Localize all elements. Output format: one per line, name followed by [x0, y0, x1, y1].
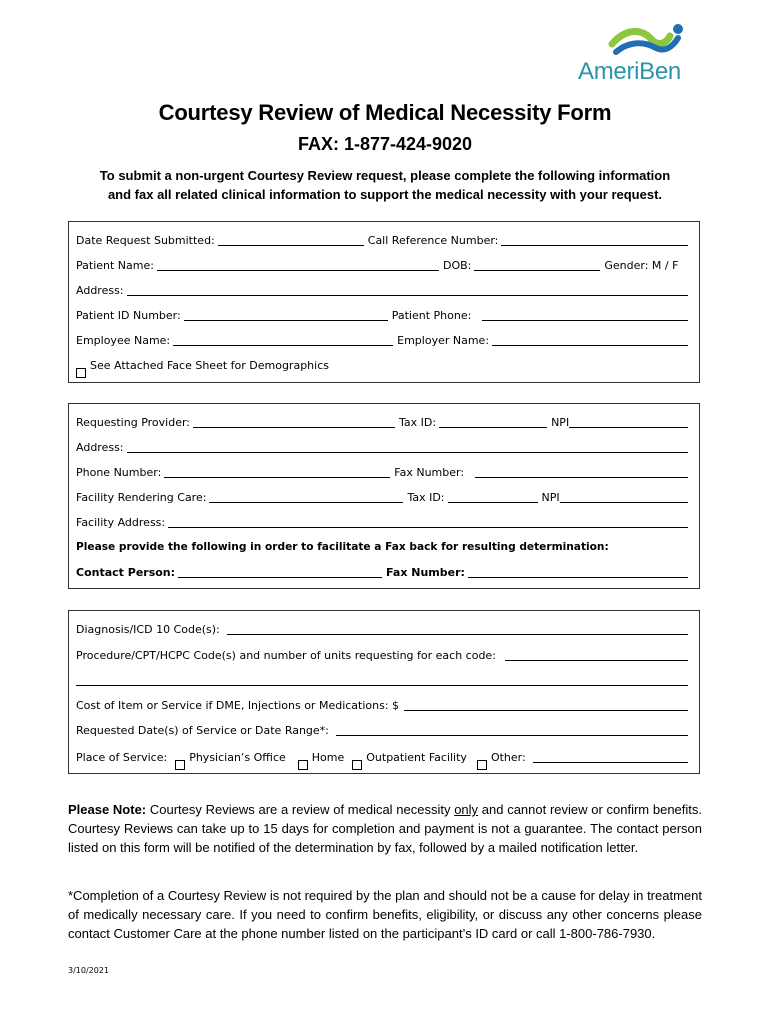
facility-address-label: Facility Address:	[76, 516, 166, 529]
patient-id-number-field[interactable]	[184, 320, 388, 321]
patient-name-label: Patient Name:	[76, 259, 154, 272]
address-label: Address:	[76, 284, 124, 297]
fax-back-note: Please provide the following in order to facilitate a Fax back for resulting determination:	[76, 541, 609, 553]
facility-tax-id-label: Tax ID:	[407, 491, 445, 504]
row-procedure-continued	[76, 668, 692, 693]
phone-number-field[interactable]	[164, 477, 390, 478]
row-cost	[76, 693, 692, 718]
employer-name-field[interactable]	[492, 345, 688, 346]
row-provider-address	[76, 435, 692, 460]
row-face-sheet	[76, 353, 692, 378]
face-sheet-label: See Attached Face Sheet for Demographics	[90, 359, 329, 372]
patient-id-number-label: Patient ID Number:	[76, 309, 181, 322]
intro-instructions	[60, 166, 710, 204]
row-place-of-service	[76, 743, 692, 770]
procedure-label: Procedure/CPT/HCPC Code(s) and number of units requesting for each code:	[76, 648, 496, 662]
gender-label[interactable]: Gender: M / F	[604, 259, 679, 272]
outpatient-facility-checkbox[interactable]	[352, 760, 362, 770]
employee-name-field[interactable]	[173, 345, 393, 346]
dob-label: DOB:	[442, 259, 472, 272]
patient-phone-field[interactable]	[482, 320, 688, 321]
requesting-provider-field[interactable]	[193, 427, 395, 428]
npi-label: NPI	[551, 416, 570, 429]
physician-office-checkbox[interactable]	[175, 760, 185, 770]
note-only-underlined: only	[454, 802, 479, 817]
row-requesting-provider	[76, 410, 692, 435]
fax-number-label: Fax Number:	[394, 466, 465, 479]
patient-demographics-section	[68, 221, 700, 383]
employer-name-label: Employer Name:	[397, 334, 490, 347]
please-note-label: Please Note:	[68, 802, 147, 817]
dob-field[interactable]	[474, 270, 600, 271]
provider-address-field[interactable]	[127, 452, 688, 453]
row-date-call-ref	[76, 228, 692, 253]
row-phone-fax	[76, 460, 692, 485]
other-checkbox[interactable]	[477, 760, 487, 770]
cost-field[interactable]	[404, 710, 688, 711]
diagnosis-label: Diagnosis/ICD 10 Code(s):	[76, 623, 220, 637]
row-facility-rendering	[76, 485, 692, 510]
phone-number-label: Phone Number:	[76, 466, 162, 479]
row-procedure	[76, 642, 692, 667]
requested-dates-field[interactable]	[336, 735, 688, 736]
other-label: Other:	[490, 750, 526, 764]
patient-name-field[interactable]	[157, 270, 439, 271]
ameriben-logo	[572, 22, 702, 84]
call-reference-number-field[interactable]	[501, 245, 688, 246]
revision-date: 3/10/2021	[68, 966, 110, 975]
diagnosis-field[interactable]	[227, 634, 688, 635]
note-text-part1: Courtesy Reviews are a review of medical necessity	[146, 802, 455, 817]
note-text-part2: and cannot review or confirm benefits. Courtesy Reviews can take up to 15 days for completion and payment is not a guarantee. The contact person listed on this form will be notified of the determination by fax, followed by a mailed notification letter.	[68, 802, 702, 855]
date-request-submitted-label: Date Request Submitted:	[76, 234, 215, 247]
requested-dates-label: Requested Date(s) of Service or Date Range*:	[76, 724, 329, 738]
home-label: Home	[311, 750, 345, 764]
ameriben-swoosh-icon	[608, 22, 698, 56]
facility-npi-label: NPI	[541, 491, 560, 504]
npi-field[interactable]	[569, 427, 688, 428]
employee-name-label: Employee Name:	[76, 334, 171, 347]
completion-note-paragraph: *Completion of a Courtesy Review is not required by the plan and should not be a cause for delay in treatment of medically necessary care. If you need to confirm benefits, eligibility, or discuss any other concerns please contact Customer Care at the phone number listed on the participant’s ID card or call 1-800-786-7930.	[68, 888, 702, 941]
row-contact-person	[76, 560, 692, 585]
face-sheet-checkbox[interactable]	[76, 368, 86, 378]
procedure-field[interactable]	[505, 660, 688, 661]
contact-person-field[interactable]	[178, 577, 382, 578]
outpatient-facility-label: Outpatient Facility	[366, 750, 467, 764]
logo-wordmark: AmeriBen	[578, 58, 681, 85]
facility-address-field[interactable]	[168, 527, 688, 528]
facility-rendering-care-label: Facility Rendering Care:	[76, 491, 207, 504]
row-patient-id-phone	[76, 303, 692, 328]
facility-rendering-care-field[interactable]	[209, 502, 403, 503]
tax-id-field[interactable]	[439, 427, 547, 428]
provider-address-label: Address:	[76, 441, 124, 454]
date-request-submitted-field[interactable]	[218, 245, 364, 246]
row-fax-back-note	[76, 535, 692, 560]
address-field[interactable]	[127, 295, 688, 296]
row-diagnosis	[76, 617, 692, 642]
procedure-field-continued[interactable]	[76, 685, 688, 686]
tax-id-label: Tax ID:	[399, 416, 437, 429]
intro-line-1: To submit a non-urgent Courtesy Review request, please complete the following information	[99, 168, 671, 183]
patient-phone-label: Patient Phone:	[391, 309, 472, 322]
row-facility-address	[76, 510, 692, 535]
place-of-service-label: Place of Service:	[76, 750, 168, 764]
call-reference-number-label: Call Reference Number:	[367, 234, 499, 247]
row-requested-dates	[76, 718, 692, 743]
facility-tax-id-field[interactable]	[448, 502, 538, 503]
row-address	[76, 278, 692, 303]
please-note-paragraph	[68, 800, 702, 857]
form-title: Courtesy Review of Medical Necessity Form	[158, 100, 612, 125]
home-checkbox[interactable]	[298, 760, 308, 770]
contact-fax-number-label: Fax Number:	[386, 566, 465, 579]
contact-person-label: Contact Person:	[76, 566, 176, 579]
intro-line-2: and fax all related clinical information to support the medical necessity with your request.	[107, 187, 663, 202]
contact-fax-number-field[interactable]	[468, 577, 688, 578]
fax-number-field[interactable]	[475, 477, 688, 478]
provider-section	[68, 403, 700, 589]
facility-npi-field[interactable]	[560, 502, 688, 503]
cost-label: Cost of Item or Service if DME, Injections or Medications: $	[76, 699, 400, 713]
other-field[interactable]	[533, 762, 688, 763]
requesting-provider-label: Requesting Provider:	[76, 416, 190, 429]
clinical-section	[68, 610, 700, 774]
row-patient-name	[76, 253, 692, 278]
fax-number-heading: FAX: 1-877-424-9020	[297, 134, 473, 154]
row-employee-employer	[76, 328, 692, 353]
physician-office-label: Physician’s Office	[189, 750, 286, 764]
